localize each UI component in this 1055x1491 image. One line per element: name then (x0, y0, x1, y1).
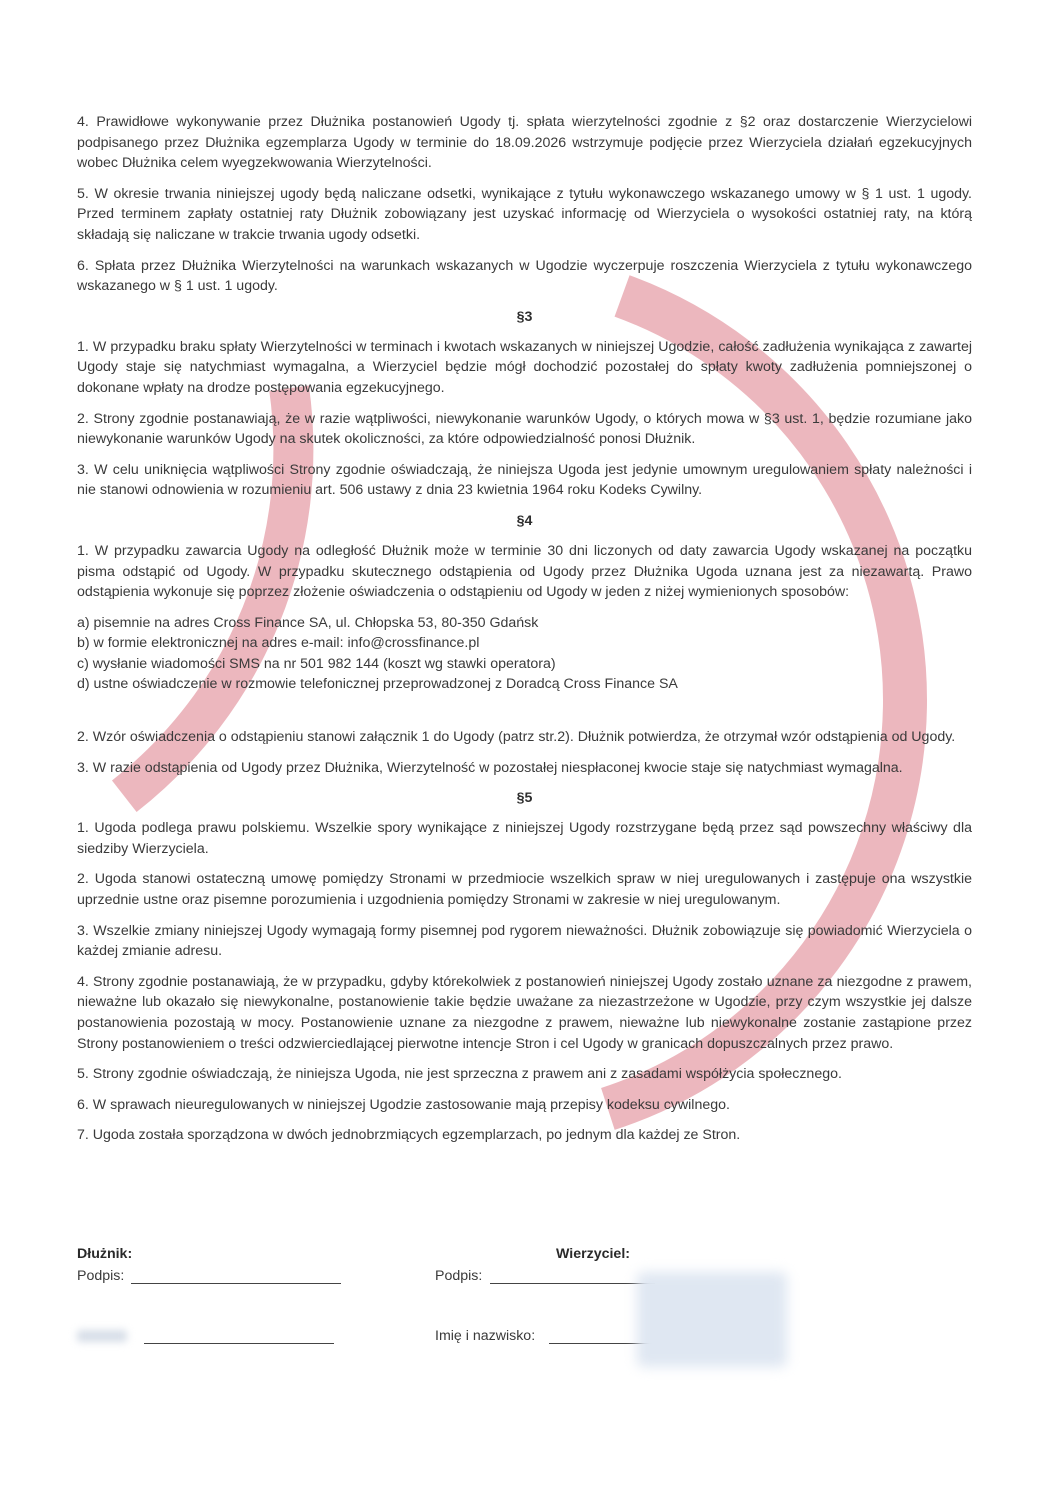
debtor-sign-label: Podpis: (77, 1268, 125, 1284)
paragraph: 2. Ugoda stanowi ostateczną umowę pomiędzy Stronami w przedmiocie wszelkich spraw w niej uregulowanych i zastępuje ona wszystkie uprzednie ustne oraz pisemne porozumienia i uzgodnienia pomiędzy Stronami w zakresie w niej uregulowanym. (77, 871, 972, 909)
creditor-sign-label: Podpis: (435, 1268, 483, 1284)
creditor-label: Wierzyciel: (556, 1246, 630, 1262)
creditor-signature-line[interactable] (490, 1283, 655, 1284)
debtor-name-label-redacted (77, 1330, 127, 1342)
section-heading: §5 (516, 790, 533, 807)
paragraph: 3. W razie odstąpienia od Ugody przez Dłużnika, Wierzytelność w pozostałej niespłaconej kwocie staje się natychmiast wymagalna. (77, 759, 903, 776)
signature-block (77, 1246, 977, 1376)
paragraph: 3. W celu uniknięcia wątpliwości Strony zgodnie oświadczają, że niniejsza Ugoda jest jedynie umownym uregulowaniem spłaty należności i nie stanowi odnowienia w rozumieniu art. 506 ustawy z dnia 23 kwietnia 1964 roku Kodeks Cywilny. (77, 461, 972, 499)
debtor-signature-line[interactable] (131, 1283, 341, 1284)
paragraph: 4. Prawidłowe wykonywanie przez Dłużnika postanowień Ugody tj. spłata wierzytelności zgodnie z §2 oraz dostarczenie Wierzycielowi podpisanego przez Dłużnika egzemplarza Ugody w terminie do 18.09.2026 wstrzymuje podjęcie przez Wierzyciela działań egzekucyjnych wobec Dłużnika celem wyegzekwowania Wierzytelności. (77, 114, 972, 172)
paragraph: 5. Strony zgodnie oświadczają, że niniejsza Ugoda, nie jest sprzeczna z prawem ani z zasadami współżycia społecznego. (77, 1066, 842, 1083)
paragraph: 1. Ugoda podlega prawu polskiemu. Wszelkie spory wynikające z niniejszej Ugody rozstrzygane będą przez sąd powszechny właściwy dla siedziby Wierzyciela. (77, 820, 972, 857)
paragraph: 5. W okresie trwania niniejszej ugody będą naliczane odsetki, wynikające z tytułu wykonawczego wskazanego umowy w § 1 ust. 1 ugody. Przed terminem zapłaty ostatniej raty Dłużnik zobowiązany jest uzyskać informację od Wierzyciela o wysokości ostatniej raty, na którą składają się naliczane w trakcie trwania ugody odsetki. (77, 185, 972, 243)
withdrawal-methods-list (77, 613, 972, 695)
debtor-label: Dłużnik: (77, 1246, 133, 1262)
paragraph: 7. Ugoda została sporządzona w dwóch jednobrzmiących egzemplarzach, po jednym dla każdej ze Stron. (77, 1127, 741, 1144)
paragraph: 6. Spłata przez Dłużnika Wierzytelności na warunkach wskazanych w Ugodzie wyczerpuje roszczenia Wierzyciela z tytułu wykonawczego wskazanego w § 1 ust. 1 ugody. (77, 257, 972, 295)
section-heading: §3 (516, 308, 533, 325)
paragraph: 4. Strony zgodnie postanawiają, że w przypadku, gdyby którekolwiek z postanowień niniejszej Ugody zostało uznane za niezgodne z prawem, nieważne lub okazało się niewykonalne, postanowienie takie będzie uważane za niezastrzeżone w Ugodzie, przy czym wszystkie jej dalsze postanowienia pozostają w mocy. Postanowienie uznane za niezgodne z prawem, nieważne lub niewykonalne zostanie zastąpione przez Strony postanowieniem o treści odzwierciedlającej pierwotne intencje Stron i cel Ugody w granicach dopuszczalnych przez prawo. (77, 973, 972, 1052)
list-item: d) ustne oświadczenie w rozmowie telefonicznej przeprowadzonej z Doradcą Cross Finance SA (77, 676, 678, 693)
section-heading: §4 (516, 512, 533, 529)
paragraph: 2. Wzór oświadczenia o odstąpieniu stanowi załącznik 1 do Ugody (patrz str.2). Dłużnik potwierdza, że otrzymał wzór odstąpienia od Ugody. (77, 729, 956, 746)
document-body (77, 112, 972, 1156)
list-item: b) w formie elektronicznej na adres e-mail: info@crossfinance.pl (77, 635, 480, 652)
spacer (77, 705, 972, 727)
creditor-signature-redacted (637, 1272, 787, 1367)
list-item: a) pisemnie na adres Cross Finance SA, ul. Chłopska 53, 80-350 Gdańsk (77, 614, 539, 631)
paragraph: 1. W przypadku zawarcia Ugody na odległość Dłużnik może w terminie 30 dni liczonych od daty zawarcia Ugody wskazanej na początku pisma odstąpić od Ugody. W przypadku skutecznego odstąpienia od Ugody przez Dłużnika Ugoda uznana jest za niezawartą. Prawo odstąpienia wykonuje się poprzez złożenie oświadczenia o odstąpieniu od Ugody w jeden z niżej wymienionych sposobów: (77, 542, 972, 601)
creditor-name-label: Imię i nazwisko: (435, 1328, 536, 1344)
paragraph: 6. W sprawach nieuregulowanych w niniejszej Ugodzie zastosowanie mają przepisy kodeksu cywilnego. (77, 1096, 730, 1113)
paragraph: 1. W przypadku braku spłaty Wierzytelności w terminach i kwotach wskazanych w niniejszej Ugodzie, całość zadłużenia wynikająca z zawartej Ugody staje się natychmiast wymagalna, a Wierzyciel będzie mógł dochodzić pozostałej do spłaty kwoty zadłużenia pomniejszonej o dokonane wpłaty na drodze postępowania egzekucyjnego. (77, 338, 972, 396)
debtor-name-line[interactable] (144, 1343, 334, 1344)
list-item: c) wysłanie wiadomości SMS na nr 501 982 144 (koszt wg stawki operatora) (77, 655, 556, 672)
paragraph: 3. Wszelkie zmiany niniejszej Ugody wymagają formy pisemnej pod rygorem nieważności. Dłużnik zobowiązuje się powiadomić Wierzyciela o każdej zmianie adresu. (77, 922, 972, 960)
paragraph: 2. Strony zgodnie postanawiają, że w razie wątpliwości, niewykonanie warunków Ugody, o których mowa w §3 ust. 1, będzie rozumiane jako niewykonanie warunków Ugody na skutek okoliczności, za które odpowiedzialność ponosi Dłużnik. (77, 410, 972, 448)
